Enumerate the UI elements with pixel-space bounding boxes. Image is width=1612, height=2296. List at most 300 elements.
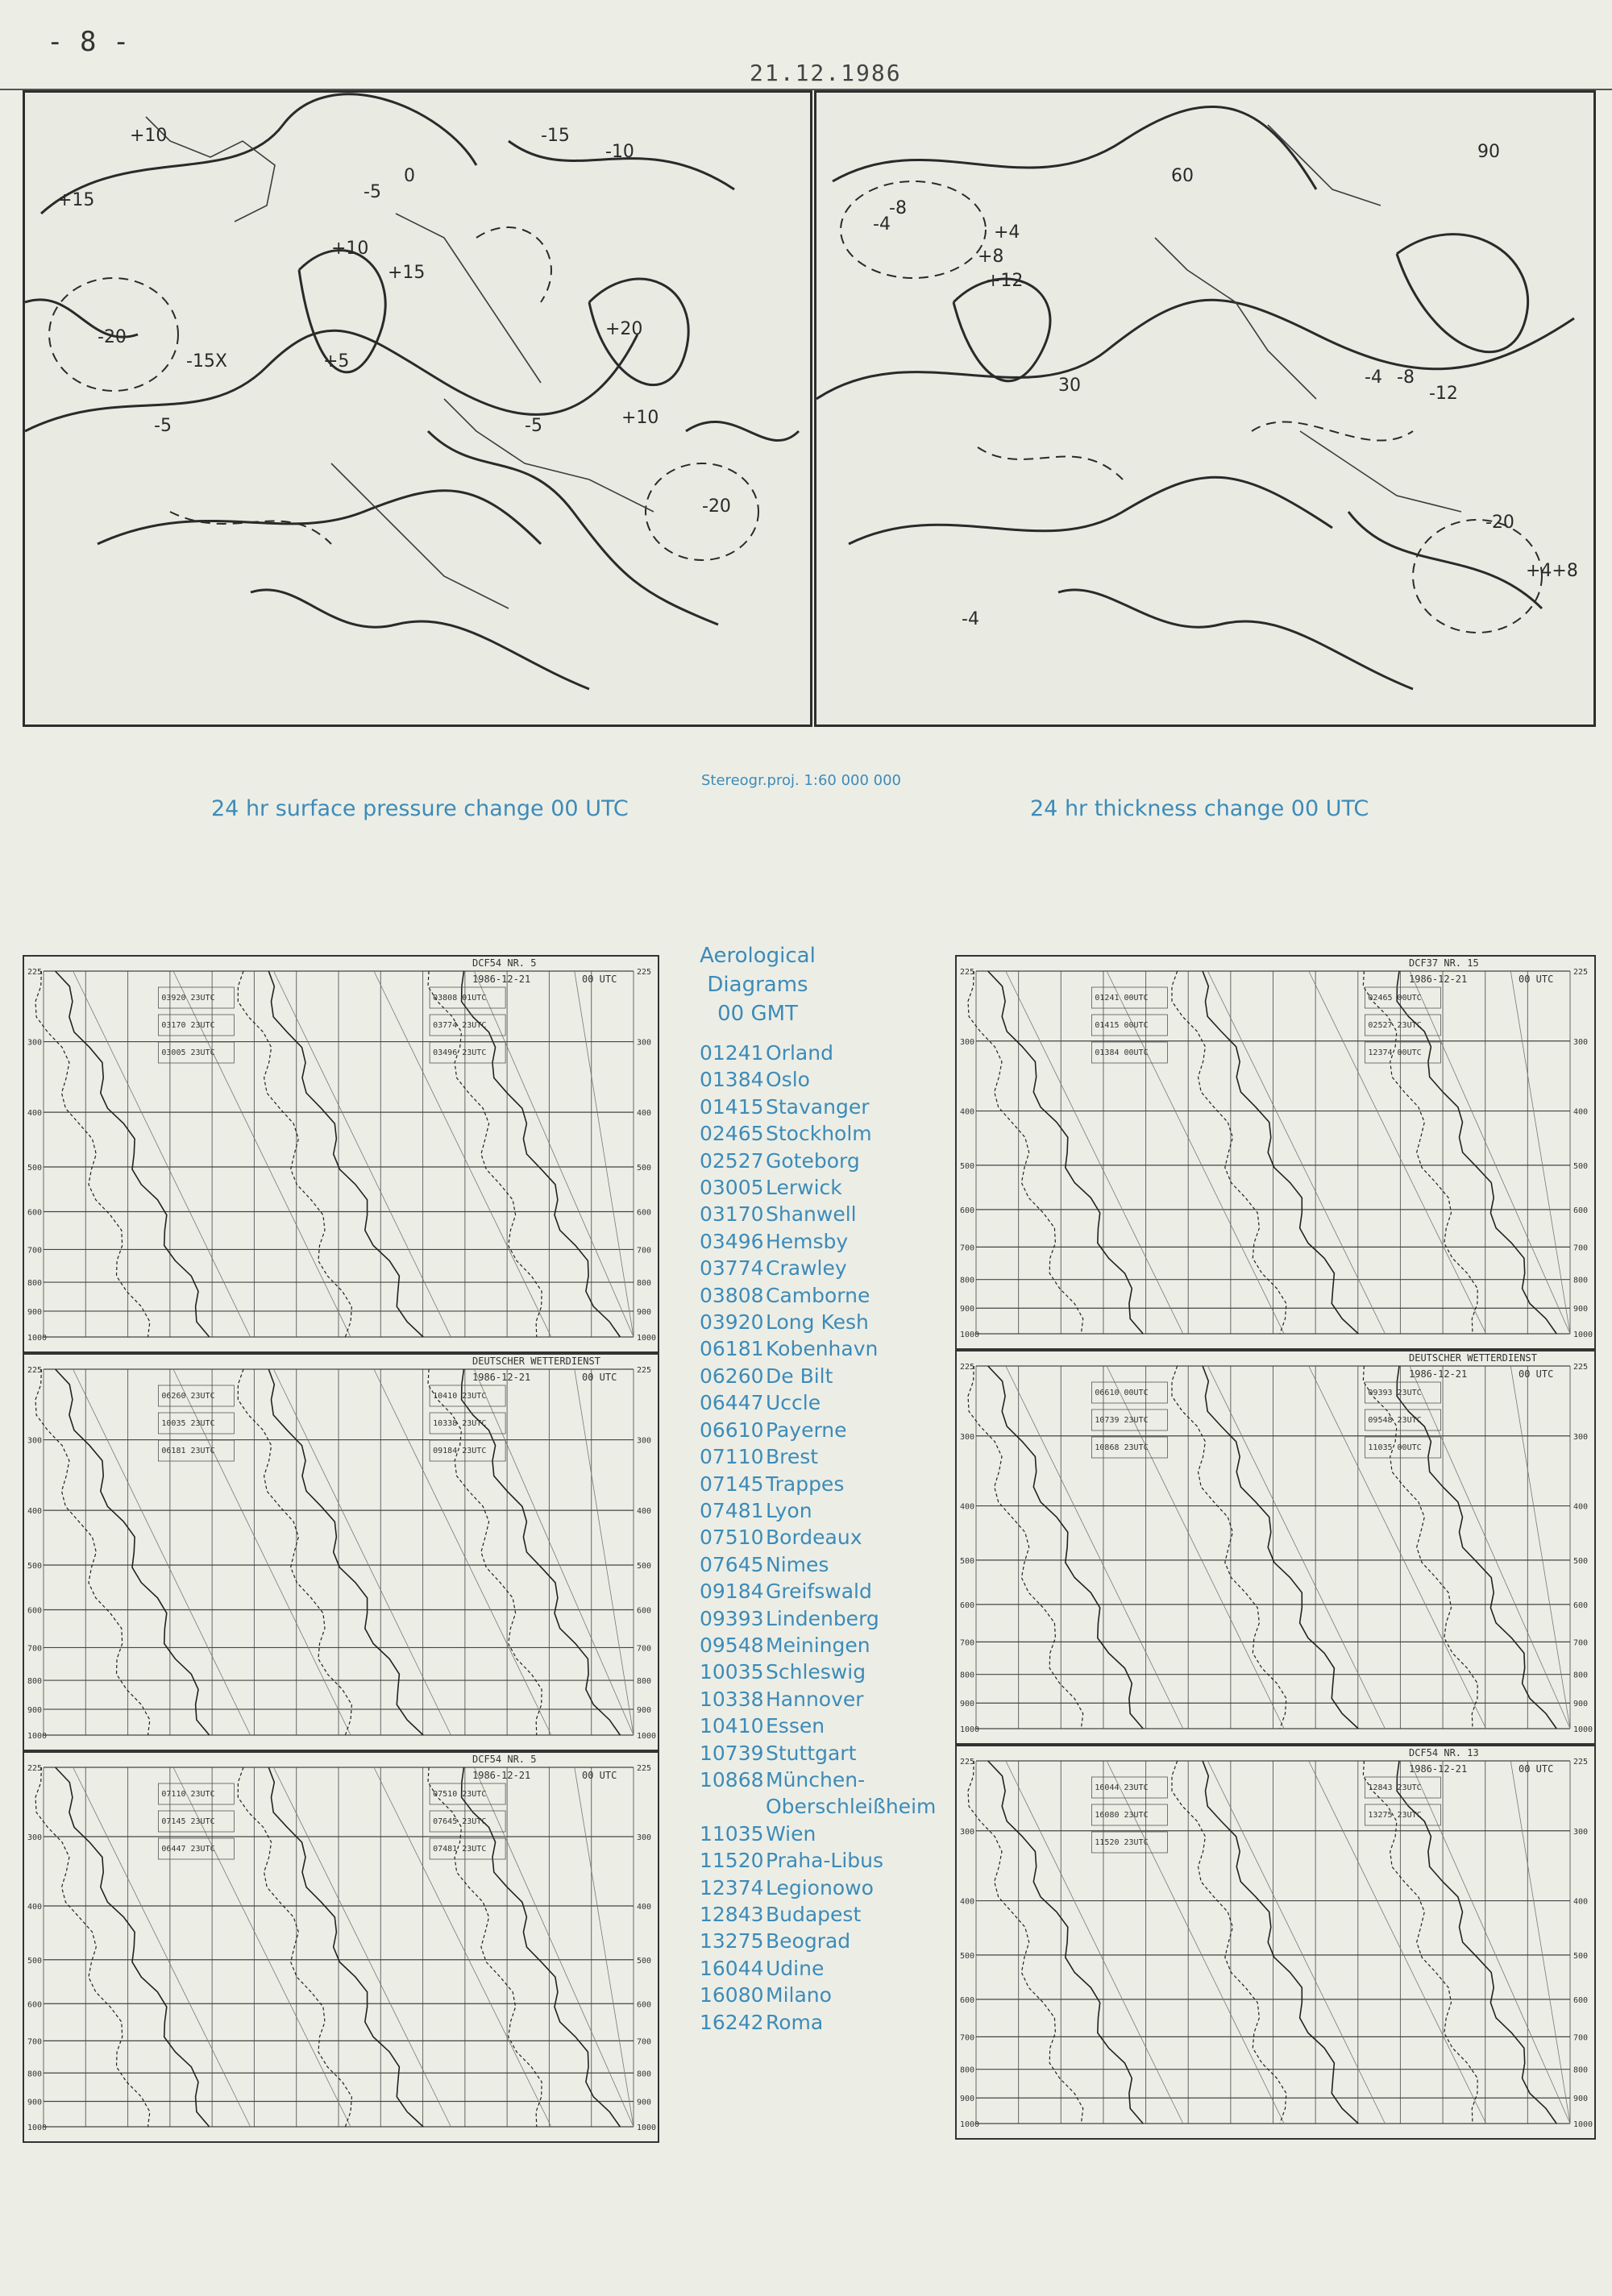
station-row: [700, 1578, 936, 1605]
station-name: Lyon: [766, 1498, 812, 1522]
station-id: 07110: [700, 1445, 764, 1469]
diagram-title: DEUTSCHER WETTERDIENST: [472, 1356, 600, 1367]
station-name: Stockholm: [766, 1122, 872, 1146]
svg-text:-4: -4: [873, 214, 891, 235]
thickness-caption: 24 hr thickness change 00 UTC: [1030, 796, 1369, 821]
station-name: Trappes: [766, 1472, 845, 1496]
svg-text:-10: -10: [605, 142, 634, 162]
pressure-label: 1000: [960, 2120, 980, 2129]
pressure-label: 500: [960, 1161, 975, 1171]
pressure-label: 225: [27, 1764, 43, 1773]
station-name: Payerne: [766, 1418, 847, 1442]
station-tag: 07145 23UTC: [161, 1817, 215, 1826]
station-tag: 03496 23UTC: [433, 1048, 487, 1057]
station-row: [700, 1821, 936, 1847]
pressure-label: 800: [1573, 1276, 1589, 1285]
diagram-chart: [24, 1753, 658, 2141]
page-number: - 8 -: [47, 26, 130, 58]
svg-text:-20: -20: [98, 327, 127, 347]
station-id: 10739: [700, 1741, 764, 1765]
pressure-label: 1000: [1573, 1725, 1593, 1734]
diagram-title: DCF54 NR. 5: [472, 1754, 537, 1765]
pressure-label: 800: [637, 1279, 652, 1289]
diagram-title: DCF54 NR. 5: [472, 957, 537, 969]
pressure-label: 225: [1573, 1363, 1589, 1372]
station-name: Meiningen: [766, 1633, 870, 1657]
station-name: Greifswald: [766, 1580, 872, 1604]
station-name: Nimes: [766, 1552, 829, 1576]
station-tag: 03774 23UTC: [433, 1021, 487, 1030]
pressure-label: 500: [27, 1956, 43, 1966]
svg-text:+4: +4: [994, 222, 1020, 243]
diagram-utc: 00 UTC: [582, 1372, 617, 1383]
surface-pressure-caption: 24 hr surface pressure change 00 UTC: [211, 796, 629, 821]
pressure-label: 1000: [27, 2124, 48, 2132]
station-id: 06260: [700, 1364, 764, 1388]
station-id: 01241: [700, 1041, 764, 1065]
station-id: 10410: [700, 1714, 764, 1738]
pressure-label: 225: [637, 1366, 652, 1375]
pressure-label: 225: [960, 1758, 975, 1767]
station-tag: 03005 23UTC: [161, 1048, 215, 1057]
diagram-utc: 00 UTC: [582, 1770, 617, 1781]
station-row: [700, 1955, 936, 1982]
pressure-label: 400: [637, 1507, 652, 1517]
station-id: 03170: [700, 1202, 764, 1227]
pressure-label: 400: [1573, 1107, 1589, 1117]
station-id: [700, 1793, 766, 1820]
station-name: Goteborg: [766, 1148, 860, 1173]
pressure-label: 300: [637, 1833, 652, 1843]
station-row: [700, 1471, 936, 1497]
pressure-label: 1000: [960, 1725, 980, 1734]
pressure-label: 400: [960, 1107, 975, 1117]
station-row: [700, 1066, 936, 1093]
pressure-label: 600: [1573, 1601, 1589, 1610]
station-id: 12374: [700, 1875, 764, 1899]
pressure-label: 900: [637, 2098, 652, 2107]
station-id: 02465: [700, 1122, 764, 1146]
pressure-label: 900: [960, 1700, 975, 1709]
pressure-label: 500: [1573, 1556, 1589, 1566]
svg-text:+8: +8: [978, 247, 1004, 267]
station-tag: 09393 23UTC: [1368, 1389, 1422, 1397]
pressure-label: 500: [27, 1562, 43, 1571]
station-list: [700, 1040, 936, 2036]
svg-text:+15: +15: [57, 190, 95, 210]
station-row: [700, 1632, 936, 1659]
pressure-label: 700: [637, 2037, 652, 2047]
station-tag: 10868 23UTC: [1095, 1443, 1149, 1452]
pressure-label: 600: [637, 1606, 652, 1616]
station-id: 03774: [700, 1256, 764, 1281]
pressure-label: 1000: [1573, 2120, 1593, 2129]
svg-text:+10: +10: [621, 408, 659, 428]
diagram-date: 1986-12-21: [1409, 1763, 1468, 1775]
pressure-label: 400: [960, 1502, 975, 1512]
thickness-change-map: [814, 90, 1596, 727]
station-name: Beograd: [766, 1929, 851, 1953]
station-name: Wien: [766, 1821, 816, 1846]
station-row: [700, 1713, 936, 1739]
station-row: [700, 1793, 936, 1820]
pressure-label: 800: [960, 2066, 975, 2075]
station-id: 11035: [700, 1821, 764, 1846]
station-id: 06610: [700, 1418, 764, 1442]
pressure-label: 800: [637, 2070, 652, 2079]
pressure-label: 700: [960, 2033, 975, 2043]
station-tag: 09548 23UTC: [1368, 1416, 1422, 1425]
station-name: Legionowo: [766, 1875, 874, 1899]
station-tag: 09184 23UTC: [433, 1447, 487, 1455]
station-id: 10868: [700, 1767, 764, 1792]
station-row: [700, 1847, 936, 1874]
pressure-label: 800: [27, 2070, 43, 2079]
station-row: [700, 1120, 936, 1147]
pressure-label: 700: [1573, 1638, 1589, 1648]
station-id: 07145: [700, 1472, 764, 1496]
station-tag: 12843 23UTC: [1368, 1783, 1422, 1792]
station-tag: 07510 23UTC: [433, 1790, 487, 1799]
diagram-chart: [957, 957, 1594, 1348]
pressure-label: 225: [637, 1764, 652, 1773]
station-name: Lindenberg: [766, 1606, 879, 1630]
station-name: Hemsby: [766, 1229, 849, 1253]
surface-pressure-contours: [25, 93, 810, 725]
pressure-label: 900: [1573, 1305, 1589, 1314]
station-tag: 06447 23UTC: [161, 1845, 215, 1854]
pressure-label: 600: [27, 1208, 43, 1218]
pressure-label: 600: [960, 1206, 975, 1215]
station-tag: 03920 23UTC: [161, 994, 215, 1003]
pressure-label: 600: [960, 1995, 975, 2005]
svg-text:-15X: -15X: [186, 351, 228, 372]
station-id: 16080: [700, 1983, 764, 2007]
station-tag: 01241 00UTC: [1095, 994, 1149, 1003]
station-tag: 11520 23UTC: [1095, 1838, 1149, 1847]
station-row: [700, 1767, 936, 1793]
pressure-label: 300: [1573, 1827, 1589, 1837]
svg-text:+15: +15: [388, 263, 426, 283]
pressure-label: 700: [1573, 2033, 1589, 2043]
pressure-label: 400: [27, 1109, 43, 1119]
station-row: [700, 1605, 936, 1632]
pressure-label: 500: [960, 1951, 975, 1961]
station-name: Stuttgart: [766, 1741, 857, 1765]
station-name: Udine: [766, 1956, 825, 1980]
station-tag: 16044 23UTC: [1095, 1783, 1149, 1792]
pressure-label: 800: [1573, 2066, 1589, 2075]
diagram-title: DCF54 NR. 13: [1409, 1747, 1479, 1758]
station-name: Lerwick: [766, 1176, 842, 1200]
pressure-label: 500: [960, 1556, 975, 1566]
diagram-title: DCF37 NR. 15: [1409, 957, 1479, 969]
station-id: 13275: [700, 1929, 764, 1953]
station-row: [700, 1309, 936, 1335]
diagram-title: DEUTSCHER WETTERDIENST: [1409, 1352, 1537, 1364]
pressure-label: 800: [960, 1276, 975, 1285]
station-tag: 06260 23UTC: [161, 1392, 215, 1401]
pressure-label: 225: [960, 968, 975, 977]
pressure-label: 600: [27, 2000, 43, 2010]
diagram-chart: [957, 1351, 1594, 1743]
thickness-contours: [816, 93, 1593, 725]
station-id: 10035: [700, 1660, 764, 1684]
diagram-utc: 00 UTC: [1519, 1368, 1554, 1380]
station-id: 12843: [700, 1903, 764, 1926]
station-row: [700, 1148, 936, 1174]
surface-pressure-change-map: [23, 90, 812, 727]
diagram-date: 1986-12-21: [472, 1770, 531, 1781]
diagram-chart: [24, 957, 658, 1351]
station-name: Bordeaux: [766, 1526, 862, 1550]
svg-text:+12: +12: [986, 271, 1024, 291]
pressure-label: 700: [1573, 1243, 1589, 1253]
pressure-label: 900: [1573, 1700, 1589, 1709]
station-tag: 10410 23UTC: [433, 1392, 487, 1401]
aerological-diagram-left-2: [23, 1353, 659, 1751]
aerological-heading-line2: Diagrams: [707, 973, 808, 997]
svg-text:-12: -12: [1429, 384, 1458, 404]
pressure-label: 400: [1573, 1502, 1589, 1512]
station-tag: 02527 23UTC: [1368, 1021, 1422, 1030]
station-tag: 06610 00UTC: [1095, 1389, 1149, 1397]
station-row: [700, 1228, 936, 1255]
station-row: [700, 1389, 936, 1416]
station-id: 01384: [700, 1068, 764, 1092]
svg-text:-5: -5: [525, 416, 542, 436]
pressure-label: 400: [960, 1897, 975, 1907]
station-name: Long Kesh: [766, 1310, 869, 1335]
station-id: 07510: [700, 1526, 764, 1550]
pressure-label: 900: [637, 1307, 652, 1317]
station-tag: 07481 23UTC: [433, 1845, 487, 1854]
station-row: [700, 1417, 936, 1443]
pressure-label: 800: [960, 1671, 975, 1680]
pressure-label: 900: [960, 2095, 975, 2104]
pressure-label: 300: [27, 1833, 43, 1843]
station-row: [700, 1255, 936, 1281]
pressure-label: 300: [960, 1037, 975, 1047]
station-name: Brest: [766, 1445, 819, 1469]
station-row: [700, 1928, 936, 1954]
station-row: [700, 1659, 936, 1685]
aerological-diagram-left-3: [23, 1751, 659, 2143]
station-id: 03808: [700, 1283, 764, 1307]
station-name: Roma: [766, 2010, 824, 2034]
svg-text:-8: -8: [889, 198, 907, 218]
svg-text:-4: -4: [962, 609, 979, 629]
pressure-label: 600: [27, 1606, 43, 1616]
station-name: Hannover: [766, 1687, 864, 1711]
station-row: [700, 1094, 936, 1120]
station-tag: 10035 23UTC: [161, 1419, 215, 1428]
station-row: [700, 1201, 936, 1227]
station-id: 09184: [700, 1580, 764, 1604]
pressure-label: 900: [637, 1705, 652, 1715]
station-name: Uccle: [766, 1391, 821, 1415]
pressure-label: 300: [637, 1038, 652, 1048]
svg-text:90: 90: [1477, 142, 1500, 162]
svg-text:-5: -5: [154, 416, 172, 436]
pressure-label: 300: [27, 1038, 43, 1048]
station-tag: 10338 23UTC: [433, 1419, 487, 1428]
aerological-heading: [693, 941, 822, 1028]
pressure-label: 300: [960, 1827, 975, 1837]
aerological-heading-line3: 00 GMT: [717, 1002, 798, 1026]
station-id: 10338: [700, 1687, 764, 1711]
pressure-label: 700: [27, 1246, 43, 1256]
station-id: 01415: [700, 1094, 764, 1119]
pressure-label: 225: [1573, 968, 1589, 977]
pressure-label: 900: [27, 2098, 43, 2107]
pressure-label: 500: [1573, 1161, 1589, 1171]
station-name: Orland: [766, 1041, 833, 1065]
station-tag: 10739 23UTC: [1095, 1416, 1149, 1425]
pressure-label: 900: [960, 1305, 975, 1314]
station-id: 03496: [700, 1229, 764, 1253]
station-id: 09548: [700, 1633, 764, 1657]
station-tag: 01384 00UTC: [1095, 1048, 1149, 1057]
pressure-label: 500: [637, 1164, 652, 1173]
pressure-label: 400: [1573, 1897, 1589, 1907]
station-name: Crawley: [766, 1256, 847, 1281]
pressure-label: 225: [27, 1366, 43, 1375]
pressure-label: 1000: [1573, 1331, 1593, 1339]
station-name: De Bilt: [766, 1364, 833, 1388]
diagram-date: 1986-12-21: [472, 1372, 531, 1383]
station-tag: 02465 00UTC: [1368, 994, 1422, 1003]
pressure-label: 400: [27, 1507, 43, 1517]
station-id: 16242: [700, 2010, 764, 2034]
pressure-label: 1000: [960, 1331, 980, 1339]
svg-text:+20: +20: [605, 319, 643, 339]
diagram-chart: [957, 1746, 1594, 2138]
svg-text:30: 30: [1058, 376, 1081, 396]
pressure-label: 225: [1573, 1758, 1589, 1767]
aerological-diagram-left-1: [23, 955, 659, 1353]
pressure-label: 1000: [637, 1334, 657, 1343]
station-row: [700, 1875, 936, 1901]
aerological-diagram-right-1: [955, 955, 1596, 1350]
svg-text:-20: -20: [1485, 513, 1514, 533]
diagram-date: 1986-12-21: [1409, 974, 1468, 985]
station-id: 06447: [700, 1391, 764, 1415]
pressure-label: 400: [27, 1903, 43, 1912]
station-tag: 12374 00UTC: [1368, 1048, 1422, 1057]
svg-text:+5: +5: [323, 351, 350, 372]
svg-text:-8: -8: [1397, 367, 1415, 388]
svg-text:+4+8: +4+8: [1526, 561, 1578, 581]
station-name: Kobenhavn: [766, 1337, 879, 1361]
station-row: [700, 1443, 936, 1470]
pressure-label: 300: [637, 1436, 652, 1446]
station-id: 16044: [700, 1956, 764, 1980]
station-id: 02527: [700, 1148, 764, 1173]
station-name: Shanwell: [766, 1202, 857, 1227]
diagram-utc: 00 UTC: [582, 974, 617, 985]
pressure-label: 500: [637, 1956, 652, 1966]
svg-text:+10: +10: [331, 239, 369, 259]
aerological-diagram-right-2: [955, 1350, 1596, 1745]
station-name: Praha-Libus: [766, 1849, 884, 1873]
svg-text:-5: -5: [364, 182, 381, 202]
station-row: [700, 1335, 936, 1362]
station-id: 09393: [700, 1606, 764, 1630]
diagram-date: 1986-12-21: [472, 974, 531, 985]
station-name: München-: [766, 1767, 866, 1792]
station-id: 06181: [700, 1337, 764, 1361]
pressure-label: 600: [637, 1208, 652, 1218]
station-row: [700, 2009, 936, 2036]
diagram-utc: 00 UTC: [1519, 1763, 1554, 1775]
station-id: 03005: [700, 1176, 764, 1200]
station-row: [700, 1282, 936, 1309]
svg-text:-20: -20: [702, 496, 731, 517]
pressure-label: 400: [637, 1109, 652, 1119]
pressure-label: 400: [637, 1903, 652, 1912]
station-row: [700, 1686, 936, 1713]
pressure-label: 800: [1573, 1671, 1589, 1680]
station-id: 07481: [700, 1498, 764, 1522]
station-row: [700, 1982, 936, 2008]
station-id: 07645: [700, 1552, 764, 1576]
pressure-label: 500: [637, 1562, 652, 1571]
pressure-label: 800: [27, 1677, 43, 1687]
station-name: Stavanger: [766, 1094, 870, 1119]
pressure-label: 700: [637, 1246, 652, 1256]
station-row: [700, 1174, 936, 1201]
svg-text:60: 60: [1171, 166, 1194, 186]
station-tag: 06181 23UTC: [161, 1447, 215, 1455]
pressure-label: 1000: [27, 1732, 48, 1741]
pressure-label: 600: [1573, 1206, 1589, 1215]
station-row: [700, 1524, 936, 1551]
station-tag: 07110 23UTC: [161, 1790, 215, 1799]
pressure-label: 600: [960, 1601, 975, 1610]
aerological-heading-line1: Aerological: [700, 944, 816, 968]
svg-text:-15: -15: [541, 126, 570, 146]
station-tag: 16080 23UTC: [1095, 1811, 1149, 1820]
diagram-utc: 00 UTC: [1519, 974, 1554, 985]
station-name: Oslo: [766, 1068, 810, 1092]
station-row: [700, 1740, 936, 1767]
station-row: [700, 1040, 936, 1066]
pressure-label: 1000: [637, 1732, 657, 1741]
pressure-label: 300: [960, 1432, 975, 1442]
pressure-label: 225: [960, 1363, 975, 1372]
pressure-label: 500: [1573, 1951, 1589, 1961]
station-tag: 03170 23UTC: [161, 1021, 215, 1030]
station-row: [700, 1901, 936, 1928]
station-tag: 07645 23UTC: [433, 1817, 487, 1826]
pressure-label: 225: [27, 968, 43, 977]
pressure-label: 1000: [637, 2124, 657, 2132]
pressure-label: 300: [27, 1436, 43, 1446]
station-name: Essen: [766, 1714, 825, 1738]
pressure-label: 300: [1573, 1432, 1589, 1442]
pressure-label: 700: [960, 1638, 975, 1648]
station-tag: 11035 00UTC: [1368, 1443, 1422, 1452]
pressure-label: 700: [637, 1644, 652, 1654]
page-date: 21.12.1986: [750, 60, 902, 86]
pressure-label: 500: [27, 1164, 43, 1173]
station-name: Oberschleißheim: [766, 1795, 937, 1819]
pressure-label: 600: [1573, 1995, 1589, 2005]
pressure-label: 600: [637, 2000, 652, 2010]
pressure-label: 300: [1573, 1037, 1589, 1047]
station-name: Schleswig: [766, 1660, 866, 1684]
